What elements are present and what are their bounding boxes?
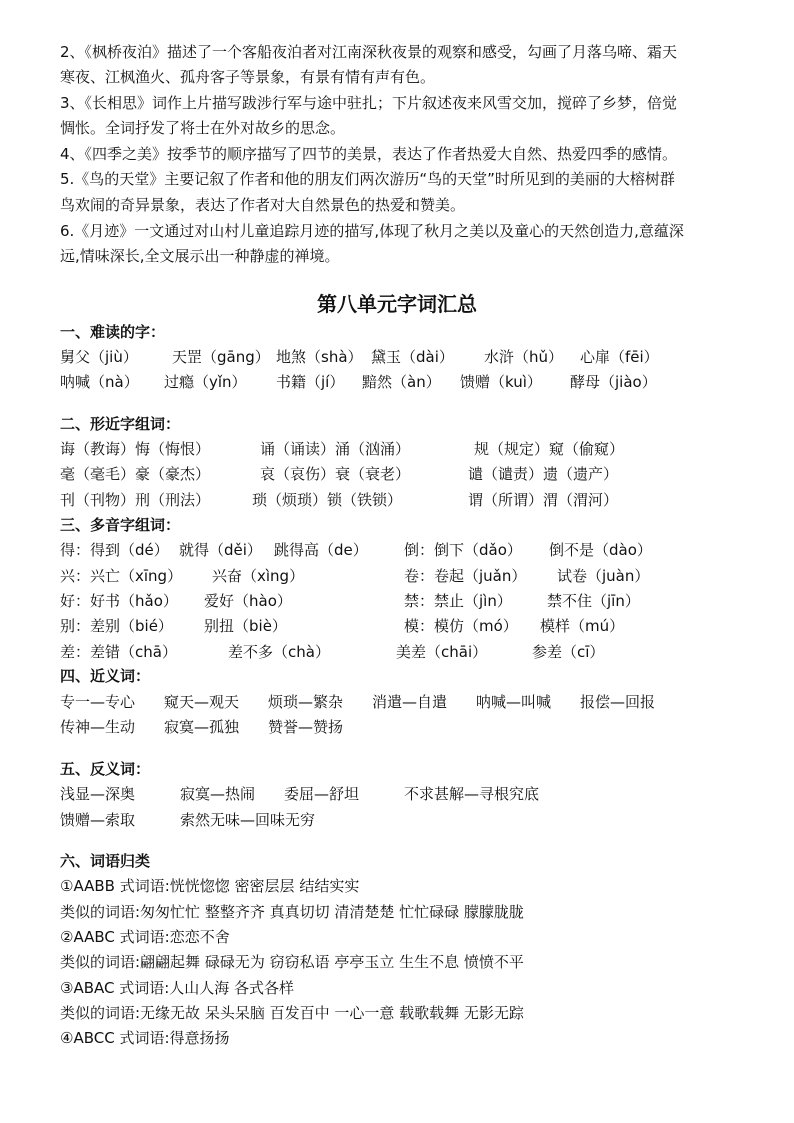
word-item: 毫（毫毛）豪（豪杰）	[60, 465, 211, 483]
word-item: 禁：禁止（jìn）	[404, 592, 512, 610]
word-item: 倒：倒下（dǎo）	[404, 541, 522, 559]
word-item: 专一—专心	[60, 693, 136, 711]
word-item: 索然无味—回味无穷	[180, 811, 316, 829]
category-line: 类似的词语:翩翩起舞 碌碌无为 窃窃私语 亭亭玉立 生生不息 愤愤不平	[60, 953, 524, 971]
word-item: 兴奋（xìng）	[212, 567, 305, 585]
word-row	[60, 692, 760, 712]
word-item: 诲（教诲）悔（悔恨）	[60, 440, 211, 458]
intro-line: 5.《鸟的天堂》主要记叙了作者和他的朋友们两次游历“鸟的天堂”时所见到的美丽的大榕树群	[60, 170, 675, 188]
intro-line: 6.《月迹》一文通过对山村儿童追踪月迹的描写,体现了秋月之美以及童心的天然创造力,意蕴深	[60, 222, 684, 240]
word-item: 倒不是（dào）	[549, 541, 652, 559]
word-item: 馈赠—索取	[60, 811, 136, 829]
word-item: 黯然（àn）	[362, 373, 441, 391]
word-item: 报偿—回报	[580, 693, 656, 711]
intro-line: 鸟欢闹的奇异景象，表达了作者对大自然景色的热爱和赞美。	[60, 196, 466, 214]
word-item: 委屈—舒坦	[284, 785, 360, 803]
word-item: 不求甚解—寻根究底	[404, 785, 540, 803]
word-row	[60, 566, 760, 586]
word-row	[60, 717, 760, 737]
word-item: 浅显—深奥	[60, 785, 136, 803]
intro-line: 4、《四季之美》按季节的顺序描写了四节的美景，表达了作者热爱大自然、热爱四季的感情。	[60, 145, 678, 163]
word-item: 兴：兴亡（xīng）	[60, 567, 183, 585]
word-item: 美差（chāi）	[396, 643, 488, 661]
word-row	[60, 784, 760, 804]
word-item: 爱好（hào）	[204, 592, 292, 610]
category-line: ①AABB 式词语:恍恍惚惚 密密层层 结结实实	[60, 877, 360, 895]
word-item: 黛玉（dài）	[371, 348, 454, 366]
word-item: 寂寞—孤独	[164, 718, 240, 736]
word-row	[60, 439, 760, 459]
intro-line: 远,情味深长,全文展示出一种静虚的禅境。	[60, 247, 340, 265]
word-item: 规（规定）窥（偷窥）	[474, 440, 625, 458]
word-item: 禁不住（jīn）	[547, 592, 640, 610]
word-item: 模样（mú）	[540, 617, 625, 635]
word-item: 哀（哀伤）衰（衰老）	[260, 465, 411, 483]
intro-line: 2、《枫桥夜泊》描述了一个客船夜泊者对江南深秋夜景的观察和感受，勾画了月落乌啼、霜天	[60, 43, 678, 61]
word-item: 呐喊（nà）	[60, 373, 139, 391]
word-row	[60, 347, 760, 367]
word-item: 就得（děi）	[179, 541, 262, 559]
word-item: 过瘾（yǐn）	[164, 373, 247, 391]
word-row	[60, 464, 760, 484]
word-item: 试卷（juàn）	[557, 567, 650, 585]
word-item: 天罡（gāng）	[172, 348, 270, 366]
section-heading: 二、形近字组词：	[60, 415, 181, 433]
word-item: 书籍（jí）	[276, 373, 345, 391]
word-item: 烦琐—繁杂	[268, 693, 344, 711]
intro-line: 寒夜、江枫渔火、孤舟客子等景象，有景有情有声有色。	[60, 68, 436, 86]
word-item: 窥天—观天	[164, 693, 240, 711]
word-item: 模：模仿（mó）	[404, 617, 518, 635]
word-item: 心扉（fēi）	[580, 348, 659, 366]
word-row	[60, 490, 760, 510]
word-item: 赞誉—赞扬	[268, 718, 344, 736]
category-line: ④ABCC 式词语:得意扬扬	[60, 1029, 230, 1047]
word-item: 差不多（chà）	[228, 643, 330, 661]
word-item: 得：得到（dé）	[60, 541, 169, 559]
category-line: 类似的词语:无缘无故 呆头呆脑 百发百中 一心一意 载歌载舞 无影无踪	[60, 1004, 524, 1022]
section-heading: 五、反义词：	[60, 760, 151, 778]
word-item: 别扭（biè）	[204, 617, 287, 635]
intro-line: 3、《长相思》词作上片描写跋涉行军与途中驻扎；下片叙述夜来风雪交加，搅碎了乡梦，倍觉	[60, 94, 678, 112]
word-item: 寂寞—热闹	[180, 785, 256, 803]
category-line: 类似的词语:匆匆忙忙 整整齐齐 真真切切 清清楚楚 忙忙碌碌 朦朦胧胧	[60, 903, 524, 921]
word-item: 舅父（jiù）	[60, 348, 138, 366]
word-item: 酵母（jiào）	[570, 373, 657, 391]
word-item: 刊（刊物）刑（刑法）	[60, 491, 211, 509]
word-item: 水浒（hǔ）	[484, 348, 564, 366]
section-heading: 一、难读的字：	[60, 323, 166, 341]
word-row	[60, 591, 760, 611]
word-item: 谴（谴责）遗（遗产）	[468, 465, 619, 483]
word-row	[60, 372, 760, 392]
word-item: 地煞（shà）	[276, 348, 363, 366]
category-line: ③ABAC 式词语:人山人海 各式各样	[60, 979, 295, 997]
word-item: 呐喊—叫喊	[476, 693, 552, 711]
word-item: 谓（所谓）渭（渭河）	[468, 491, 619, 509]
word-row	[60, 616, 760, 636]
word-item: 跳得高（de）	[274, 541, 368, 559]
word-item: 卷：卷起（juǎn）	[404, 567, 527, 585]
word-item: 参差（cī）	[532, 643, 605, 661]
section-heading: 三、多音字组词：	[60, 516, 181, 534]
page-title: 第八单元字词汇总	[317, 292, 477, 316]
intro-line: 惆怅。全词抒发了将士在外对故乡的思念。	[60, 119, 346, 137]
category-line: ②AABC 式词语:恋恋不舍	[60, 928, 230, 946]
word-item: 馈赠（kuì）	[460, 373, 542, 391]
section-heading: 六、词语归类	[60, 852, 151, 870]
word-item: 好：好书（hǎo）	[60, 592, 178, 610]
word-item: 差：差错（chā）	[60, 643, 177, 661]
word-item: 传神—生动	[60, 718, 136, 736]
word-row	[60, 642, 760, 662]
word-row	[60, 540, 760, 560]
word-item: 诵（诵读）涌（汹涌）	[260, 440, 411, 458]
word-item: 琐（烦琐）锁（铁锁）	[252, 491, 403, 509]
section-heading: 四、近义词：	[60, 667, 151, 685]
word-item: 消遣—自遣	[372, 693, 448, 711]
word-row	[60, 810, 760, 830]
word-item: 别：差别（bié）	[60, 617, 173, 635]
